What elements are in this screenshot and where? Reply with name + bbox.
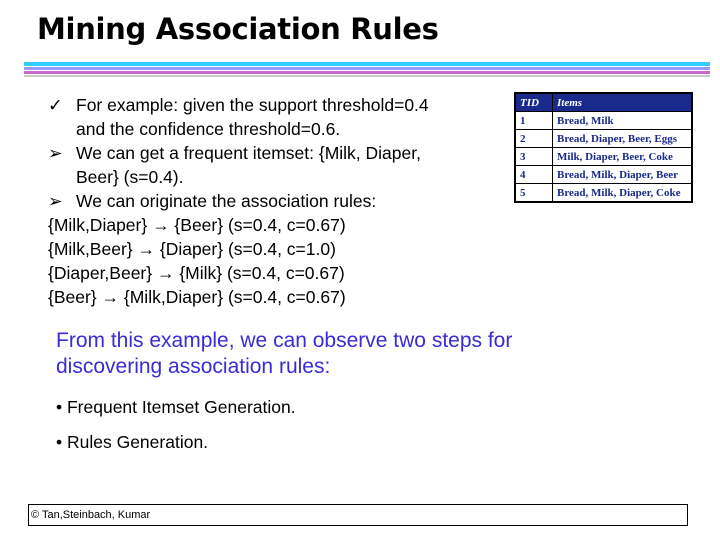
- rule-text: {Milk,Beer} → {Diaper} (s=0.4, c=1.0): [48, 239, 336, 259]
- table-row: [515, 166, 692, 184]
- arrowhead-icon: ➢: [48, 143, 63, 163]
- bullet-line: [48, 189, 508, 213]
- items-cell: Milk, Diaper, Beer, Coke: [553, 148, 693, 166]
- arrowhead-icon: ➢: [48, 191, 63, 211]
- tid-cell: 5: [515, 184, 553, 203]
- association-rule: [48, 213, 508, 237]
- tid-cell: 1: [515, 112, 553, 130]
- observation-text: From this example, we can observe two steps for discovering association rules:: [56, 329, 513, 378]
- bullet-line: [48, 165, 508, 189]
- footer-copyright: © Tan,Steinbach, Kumar: [28, 504, 688, 526]
- table-header-tid: TID: [515, 93, 553, 112]
- items-cell: Bread, Milk: [553, 112, 693, 130]
- table-header-row: [515, 93, 692, 112]
- items-cell: Bread, Milk, Diaper, Beer: [553, 166, 693, 184]
- table-header-items: Items: [553, 93, 693, 112]
- bullet-list: [48, 93, 508, 309]
- step-item: • Frequent Itemset Generation.: [56, 397, 296, 417]
- tid-cell: 3: [515, 148, 553, 166]
- bullet-text: We can originate the association rules:: [76, 191, 377, 211]
- step-item: • Rules Generation.: [56, 432, 209, 452]
- tid-cell: 2: [515, 130, 553, 148]
- bullet-line: [48, 93, 508, 117]
- rule-text: {Beer} → {Milk,Diaper} (s=0.4, c=0.67): [48, 287, 346, 307]
- bullet-text: For example: given the support threshold=0.4: [76, 95, 429, 115]
- items-cell: Bread, Diaper, Beer, Eggs: [553, 130, 693, 148]
- title-divider: [24, 75, 710, 77]
- rule-text: {Milk,Diaper} → {Beer} (s=0.4, c=0.67): [48, 215, 346, 235]
- page-title: Mining Association Rules: [37, 12, 439, 46]
- association-rule: [48, 285, 508, 309]
- transaction-table: [514, 92, 693, 203]
- title-divider: [24, 67, 710, 70]
- title-divider: [24, 62, 710, 66]
- items-cell: Bread, Milk, Diaper, Coke: [553, 184, 693, 203]
- table-row: [515, 130, 692, 148]
- bullet-text: Beer} (s=0.4).: [76, 167, 184, 187]
- bullet-line: [48, 117, 508, 141]
- bullet-text: We can get a frequent itemset: {Milk, Diaper,: [76, 143, 421, 163]
- association-rule: [48, 237, 508, 261]
- rule-text: {Diaper,Beer} → {Milk} (s=0.4, c=0.67): [48, 263, 345, 283]
- bullet-text: and the confidence threshold=0.6.: [76, 119, 341, 139]
- table-row: [515, 112, 692, 130]
- tid-cell: 4: [515, 166, 553, 184]
- table-row: [515, 148, 692, 166]
- association-rule: [48, 261, 508, 285]
- bullet-line: [48, 141, 508, 165]
- table-row: [515, 184, 692, 203]
- title-divider: [24, 71, 710, 74]
- check-icon: ✓: [48, 95, 63, 115]
